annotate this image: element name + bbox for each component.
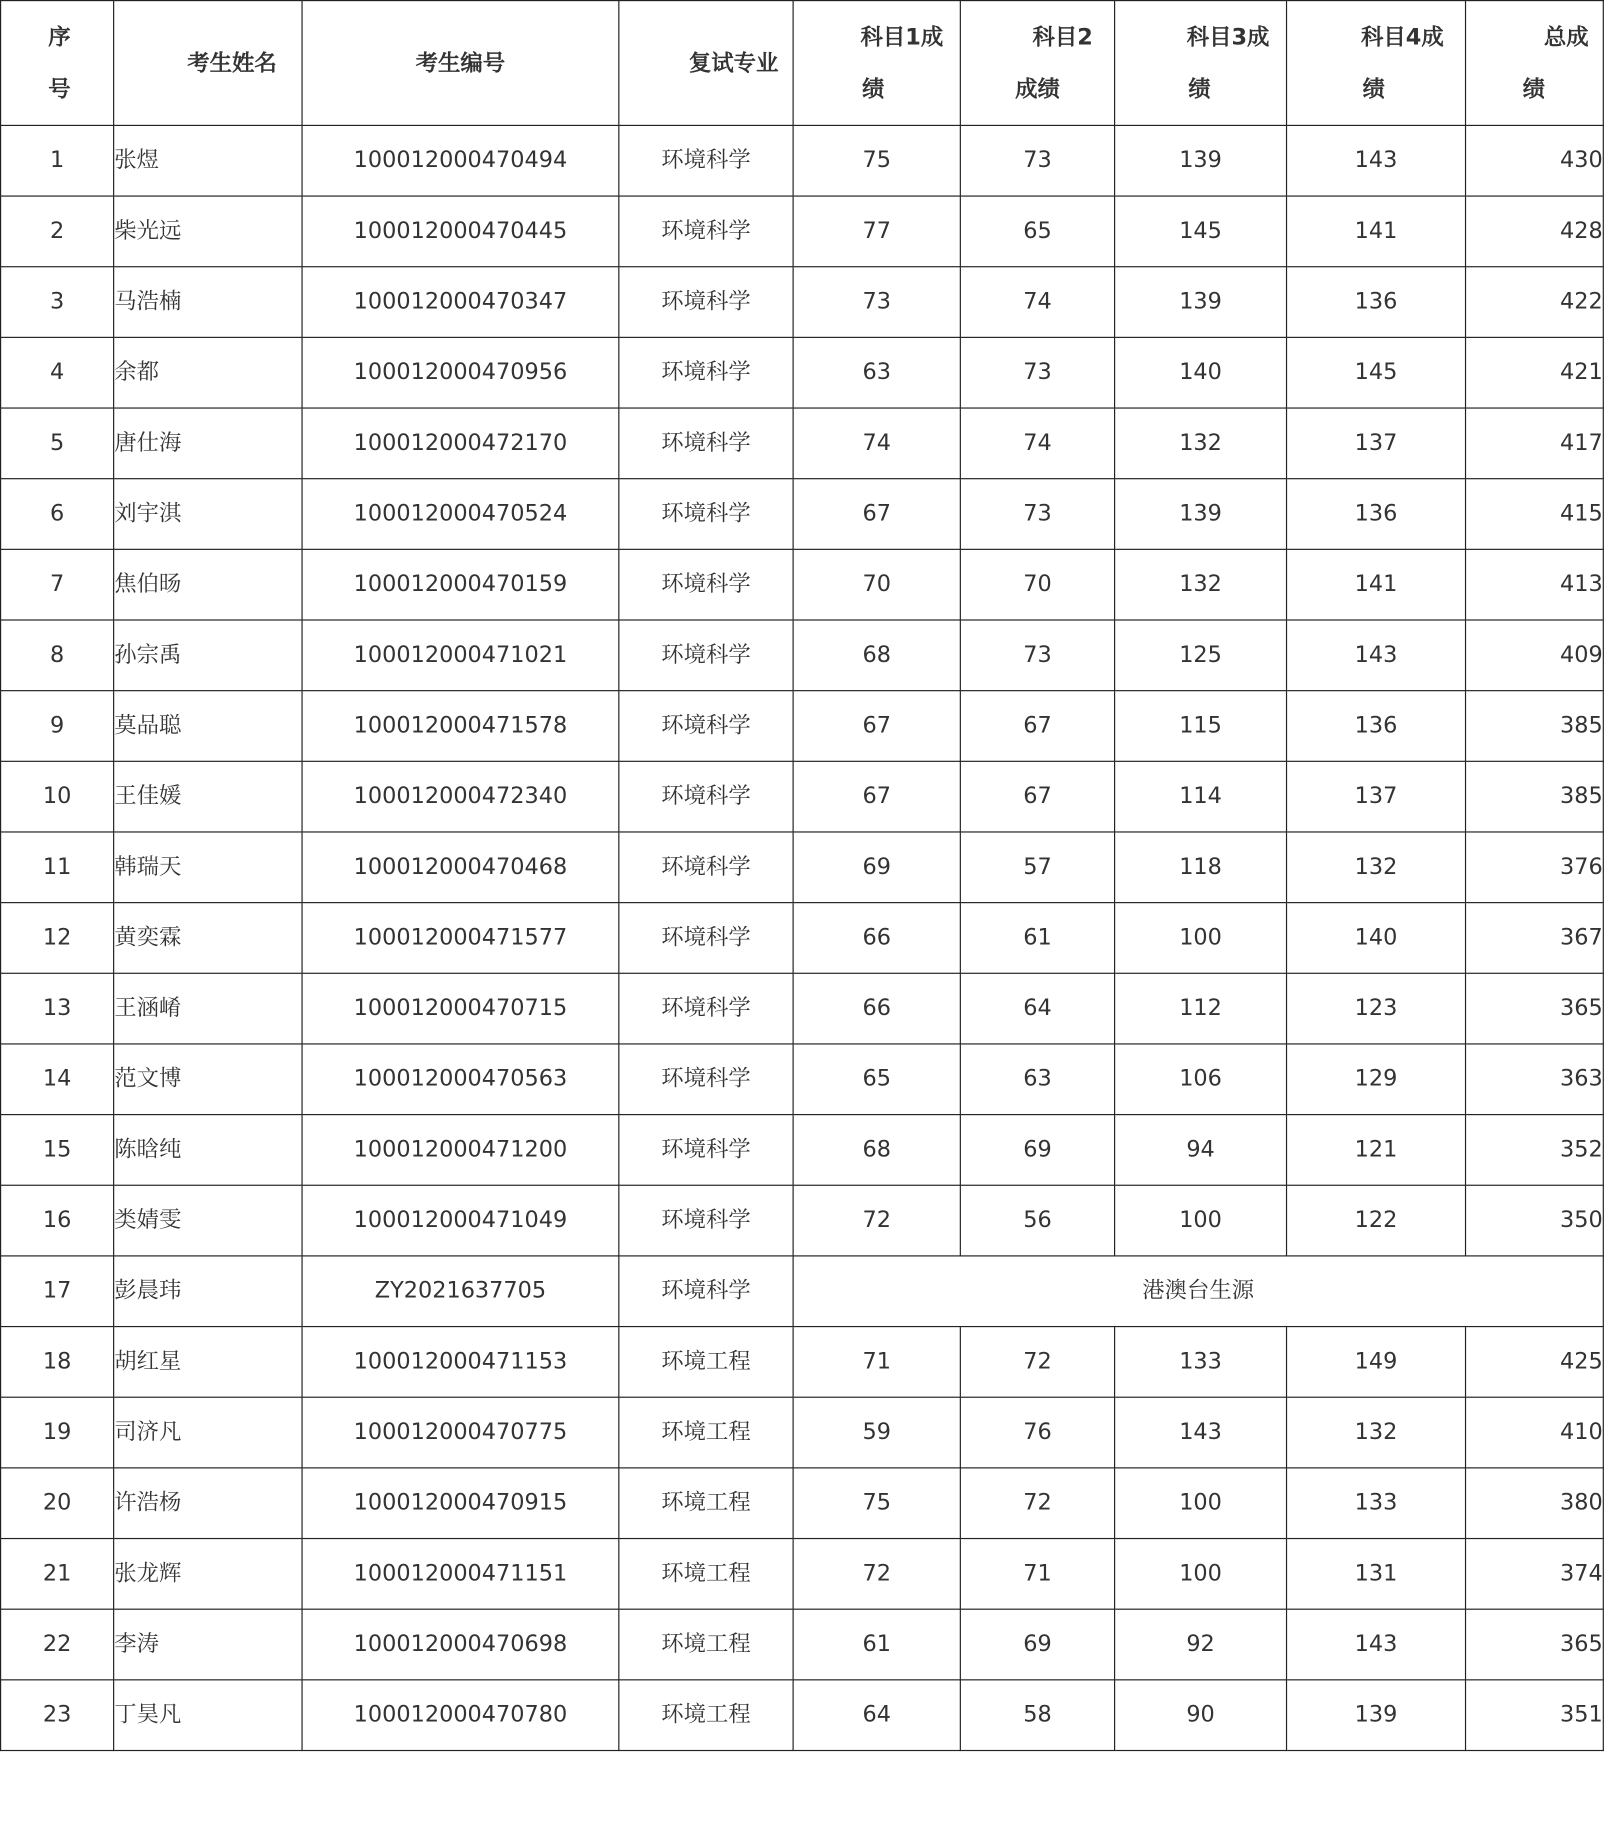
cell-major: 环境工程 — [619, 1539, 793, 1610]
table-row — [1, 691, 1604, 762]
cell-subject4: 132 — [1287, 832, 1466, 903]
cell-total: 350 — [1466, 1185, 1604, 1256]
cell-index: 19 — [1, 1397, 114, 1468]
cell-exam-id: 100012000470698 — [302, 1609, 619, 1680]
cell-subject4: 121 — [1287, 1115, 1466, 1186]
cell-total: 422 — [1466, 267, 1604, 338]
cell-total: 417 — [1466, 408, 1604, 479]
cell-total: 352 — [1466, 1115, 1604, 1186]
header-major: 复试专业 — [619, 1, 793, 126]
cell-subject2: 72 — [960, 1327, 1114, 1398]
table-row — [1, 1185, 1604, 1256]
cell-subject3: 132 — [1115, 408, 1287, 479]
cell-total: 415 — [1466, 479, 1604, 550]
header-subject3-line2: 绩 — [1188, 75, 1211, 102]
cell-name: 余都 — [114, 337, 302, 408]
cell-subject4: 136 — [1287, 479, 1466, 550]
cell-subject3: 94 — [1115, 1115, 1287, 1186]
cell-subject3: 114 — [1115, 761, 1287, 832]
cell-subject4: 137 — [1287, 408, 1466, 479]
cell-major: 环境科学 — [619, 1256, 793, 1327]
cell-total: 365 — [1466, 973, 1604, 1044]
cell-subject1: 67 — [793, 479, 960, 550]
table-row — [1, 1397, 1604, 1468]
cell-subject3: 100 — [1115, 1185, 1287, 1256]
header-subject1 — [793, 1, 960, 126]
cell-subject2: 73 — [960, 479, 1114, 550]
cell-name: 王涵崤 — [114, 973, 302, 1044]
cell-name: 彭晨玮 — [114, 1256, 302, 1327]
cell-index: 12 — [1, 903, 114, 974]
cell-subject4: 145 — [1287, 337, 1466, 408]
cell-exam-id: 100012000471049 — [302, 1185, 619, 1256]
cell-exam-id: 100012000471021 — [302, 620, 619, 691]
cell-index: 20 — [1, 1468, 114, 1539]
cell-subject3: 139 — [1115, 125, 1287, 196]
header-subject2 — [960, 1, 1114, 126]
cell-subject1: 67 — [793, 691, 960, 762]
cell-name: 柴光远 — [114, 196, 302, 267]
cell-name: 莫品聪 — [114, 691, 302, 762]
cell-subject3: 143 — [1115, 1397, 1287, 1468]
cell-subject1: 72 — [793, 1539, 960, 1610]
cell-major: 环境科学 — [619, 903, 793, 974]
header-name: 考生姓名 — [114, 1, 302, 126]
header-index — [1, 1, 114, 126]
cell-name: 焦伯旸 — [114, 549, 302, 620]
cell-name: 范文博 — [114, 1044, 302, 1115]
cell-exam-id: 100012000470347 — [302, 267, 619, 338]
cell-exam-id: 100012000470715 — [302, 973, 619, 1044]
cell-index: 3 — [1, 267, 114, 338]
cell-major: 环境科学 — [619, 337, 793, 408]
header-total-line1: 总成 — [1543, 24, 1589, 51]
table-row — [1, 408, 1604, 479]
cell-subject4: 122 — [1287, 1185, 1466, 1256]
cell-name: 李涛 — [114, 1609, 302, 1680]
cell-exam-id: 100012000470468 — [302, 832, 619, 903]
header-subject3-line1: 科目3成 — [1186, 24, 1270, 51]
cell-subject4: 123 — [1287, 973, 1466, 1044]
cell-major: 环境科学 — [619, 196, 793, 267]
header-subject2-line1: 科目2 — [1032, 24, 1093, 51]
cell-index: 6 — [1, 479, 114, 550]
cell-subject4: 143 — [1287, 1609, 1466, 1680]
cell-subject3: 118 — [1115, 832, 1287, 903]
cell-subject3: 140 — [1115, 337, 1287, 408]
cell-major: 环境科学 — [619, 1115, 793, 1186]
cell-total: 385 — [1466, 691, 1604, 762]
cell-index: 21 — [1, 1539, 114, 1610]
cell-subject4: 149 — [1287, 1327, 1466, 1398]
cell-subject4: 129 — [1287, 1044, 1466, 1115]
cell-exam-id: 100012000472340 — [302, 761, 619, 832]
cell-total: 374 — [1466, 1539, 1604, 1610]
cell-total: 410 — [1466, 1397, 1604, 1468]
cell-subject1: 68 — [793, 620, 960, 691]
cell-subject2: 72 — [960, 1468, 1114, 1539]
header-subject4-line1: 科目4成 — [1361, 24, 1444, 51]
cell-major: 环境科学 — [619, 125, 793, 196]
cell-name: 类婧雯 — [114, 1185, 302, 1256]
cell-subject3: 145 — [1115, 196, 1287, 267]
cell-index: 4 — [1, 337, 114, 408]
cell-subject3: 139 — [1115, 479, 1287, 550]
table-row — [1, 1044, 1604, 1115]
cell-total: 385 — [1466, 761, 1604, 832]
header-subject1-line1: 科目1成 — [860, 24, 944, 51]
cell-subject3: 106 — [1115, 1044, 1287, 1115]
cell-exam-id: 100012000470915 — [302, 1468, 619, 1539]
cell-subject4: 136 — [1287, 691, 1466, 762]
cell-subject2: 58 — [960, 1680, 1114, 1751]
cell-exam-id: ZY2021637705 — [302, 1256, 619, 1327]
header-row — [1, 1, 1604, 126]
cell-subject1: 70 — [793, 549, 960, 620]
header-subject4 — [1287, 1, 1466, 126]
cell-exam-id: 100012000471577 — [302, 903, 619, 974]
cell-major: 环境科学 — [619, 620, 793, 691]
cell-index: 17 — [1, 1256, 114, 1327]
cell-subject1: 65 — [793, 1044, 960, 1115]
cell-exam-id: 100012000472170 — [302, 408, 619, 479]
cell-subject3: 90 — [1115, 1680, 1287, 1751]
cell-major: 环境科学 — [619, 973, 793, 1044]
table-row — [1, 620, 1604, 691]
cell-subject2: 74 — [960, 267, 1114, 338]
table-row — [1, 1680, 1604, 1751]
cell-total: 409 — [1466, 620, 1604, 691]
cell-subject1: 72 — [793, 1185, 960, 1256]
cell-subject2: 73 — [960, 337, 1114, 408]
cell-total: 365 — [1466, 1609, 1604, 1680]
cell-index: 7 — [1, 549, 114, 620]
table-row — [1, 479, 1604, 550]
cell-index: 23 — [1, 1680, 114, 1751]
cell-subject3: 100 — [1115, 1468, 1287, 1539]
cell-subject4: 140 — [1287, 903, 1466, 974]
table-row — [1, 1115, 1604, 1186]
header-subject3 — [1115, 1, 1287, 126]
cell-major: 环境工程 — [619, 1397, 793, 1468]
cell-subject2: 57 — [960, 832, 1114, 903]
cell-subject3: 92 — [1115, 1609, 1287, 1680]
cell-subject2: 56 — [960, 1185, 1114, 1256]
cell-subject3: 133 — [1115, 1327, 1287, 1398]
cell-major: 环境科学 — [619, 832, 793, 903]
cell-major: 环境科学 — [619, 267, 793, 338]
cell-major: 环境科学 — [619, 479, 793, 550]
cell-exam-id: 100012000471578 — [302, 691, 619, 762]
cell-index: 1 — [1, 125, 114, 196]
cell-total: 363 — [1466, 1044, 1604, 1115]
cell-major: 环境科学 — [619, 1185, 793, 1256]
cell-subject4: 143 — [1287, 620, 1466, 691]
cell-subject4: 141 — [1287, 196, 1466, 267]
cell-major: 环境工程 — [619, 1468, 793, 1539]
cell-subject2: 71 — [960, 1539, 1114, 1610]
cell-subject2: 70 — [960, 549, 1114, 620]
cell-subject4: 137 — [1287, 761, 1466, 832]
cell-total: 428 — [1466, 196, 1604, 267]
cell-total: 421 — [1466, 337, 1604, 408]
cell-subject2: 64 — [960, 973, 1114, 1044]
cell-subject1: 68 — [793, 1115, 960, 1186]
table-row — [1, 903, 1604, 974]
cell-exam-id: 100012000470775 — [302, 1397, 619, 1468]
cell-subject1: 75 — [793, 125, 960, 196]
cell-subject3: 125 — [1115, 620, 1287, 691]
cell-subject2: 76 — [960, 1397, 1114, 1468]
cell-exam-id: 100012000470956 — [302, 337, 619, 408]
cell-index: 11 — [1, 832, 114, 903]
cell-major: 环境工程 — [619, 1327, 793, 1398]
cell-index: 5 — [1, 408, 114, 479]
table-row — [1, 337, 1604, 408]
cell-name: 张煜 — [114, 125, 302, 196]
cell-subject4: 131 — [1287, 1539, 1466, 1610]
cell-subject3: 139 — [1115, 267, 1287, 338]
cell-major: 环境工程 — [619, 1680, 793, 1751]
cell-subject4: 143 — [1287, 125, 1466, 196]
cell-subject1: 75 — [793, 1468, 960, 1539]
cell-exam-id: 100012000470524 — [302, 479, 619, 550]
cell-subject2: 65 — [960, 196, 1114, 267]
cell-subject1: 71 — [793, 1327, 960, 1398]
table-row — [1, 1256, 1604, 1327]
cell-subject2: 69 — [960, 1609, 1114, 1680]
cell-total: 380 — [1466, 1468, 1604, 1539]
cell-subject4: 139 — [1287, 1680, 1466, 1751]
cell-name: 丁昊凡 — [114, 1680, 302, 1751]
cell-index: 8 — [1, 620, 114, 691]
cell-subject2: 61 — [960, 903, 1114, 974]
cell-major: 环境科学 — [619, 549, 793, 620]
cell-index: 14 — [1, 1044, 114, 1115]
cell-name: 马浩楠 — [114, 267, 302, 338]
cell-subject1: 73 — [793, 267, 960, 338]
cell-subject2: 73 — [960, 125, 1114, 196]
cell-subject3: 132 — [1115, 549, 1287, 620]
cell-exam-id: 100012000471153 — [302, 1327, 619, 1398]
cell-exam-id: 100012000471151 — [302, 1539, 619, 1610]
cell-exam-id: 100012000470494 — [302, 125, 619, 196]
cell-exam-id: 100012000470563 — [302, 1044, 619, 1115]
table-row — [1, 1539, 1604, 1610]
cell-name: 王佳媛 — [114, 761, 302, 832]
cell-subject4: 132 — [1287, 1397, 1466, 1468]
cell-subject2: 73 — [960, 620, 1114, 691]
cell-subject1: 67 — [793, 761, 960, 832]
cell-index: 22 — [1, 1609, 114, 1680]
cell-subject4: 141 — [1287, 549, 1466, 620]
header-index-line2: 号 — [48, 75, 71, 102]
cell-exam-id: 100012000470445 — [302, 196, 619, 267]
cell-index: 18 — [1, 1327, 114, 1398]
cell-name: 许浩杨 — [114, 1468, 302, 1539]
cell-major: 环境科学 — [619, 1044, 793, 1115]
cell-index: 9 — [1, 691, 114, 762]
cell-major: 环境科学 — [619, 691, 793, 762]
cell-subject4: 136 — [1287, 267, 1466, 338]
cell-subject1: 66 — [793, 903, 960, 974]
cell-total: 351 — [1466, 1680, 1604, 1751]
cell-index: 10 — [1, 761, 114, 832]
cell-subject1: 74 — [793, 408, 960, 479]
cell-name: 张龙辉 — [114, 1539, 302, 1610]
cell-total: 367 — [1466, 903, 1604, 974]
table-row — [1, 549, 1604, 620]
cell-subject3: 112 — [1115, 973, 1287, 1044]
cell-exam-id: 100012000470159 — [302, 549, 619, 620]
cell-total: 430 — [1466, 125, 1604, 196]
cell-name: 唐仕海 — [114, 408, 302, 479]
cell-major: 环境科学 — [619, 408, 793, 479]
cell-name: 胡红星 — [114, 1327, 302, 1398]
cell-index: 2 — [1, 196, 114, 267]
cell-subject2: 69 — [960, 1115, 1114, 1186]
cell-subject1: 69 — [793, 832, 960, 903]
table-row — [1, 1609, 1604, 1680]
cell-major: 环境科学 — [619, 761, 793, 832]
cell-total: 376 — [1466, 832, 1604, 903]
table-header — [1, 1, 1604, 126]
cell-subject1: 66 — [793, 973, 960, 1044]
cell-index: 13 — [1, 973, 114, 1044]
cell-subject1: 77 — [793, 196, 960, 267]
cell-exam-id: 100012000471200 — [302, 1115, 619, 1186]
cell-exam-id: 100012000470780 — [302, 1680, 619, 1751]
cell-subject1: 61 — [793, 1609, 960, 1680]
header-total — [1466, 1, 1604, 126]
table-row — [1, 1327, 1604, 1398]
cell-subject2: 63 — [960, 1044, 1114, 1115]
table-body — [1, 125, 1604, 1750]
cell-subject1: 64 — [793, 1680, 960, 1751]
table-row — [1, 1468, 1604, 1539]
table-row — [1, 761, 1604, 832]
cell-major: 环境工程 — [619, 1609, 793, 1680]
table-row — [1, 832, 1604, 903]
table-row — [1, 196, 1604, 267]
cell-subject3: 100 — [1115, 1539, 1287, 1610]
header-subject2-line2: 成绩 — [1015, 75, 1060, 102]
table-row — [1, 125, 1604, 196]
cell-subject1: 63 — [793, 337, 960, 408]
header-exam-id: 考生编号 — [302, 1, 619, 126]
table-row — [1, 973, 1604, 1044]
cell-name: 司济凡 — [114, 1397, 302, 1468]
cell-total: 413 — [1466, 549, 1604, 620]
cell-subject3: 115 — [1115, 691, 1287, 762]
cell-name: 孙宗禹 — [114, 620, 302, 691]
cell-subject2: 67 — [960, 761, 1114, 832]
cell-name: 韩瑞天 — [114, 832, 302, 903]
cell-index: 16 — [1, 1185, 114, 1256]
cell-name: 刘宇淇 — [114, 479, 302, 550]
header-subject4-line2: 绩 — [1362, 75, 1385, 102]
cell-subject4: 133 — [1287, 1468, 1466, 1539]
table-row — [1, 267, 1604, 338]
header-subject1-line2: 绩 — [862, 75, 885, 102]
cell-total: 425 — [1466, 1327, 1604, 1398]
cell-note: 港澳台生源 — [793, 1256, 1603, 1327]
cell-index: 15 — [1, 1115, 114, 1186]
header-index-line1: 序 — [48, 24, 71, 51]
cell-name: 陈晗纯 — [114, 1115, 302, 1186]
cell-subject3: 100 — [1115, 903, 1287, 974]
header-total-line2: 绩 — [1522, 75, 1546, 102]
cell-name: 黄奕霖 — [114, 903, 302, 974]
cell-subject2: 67 — [960, 691, 1114, 762]
cell-subject1: 59 — [793, 1397, 960, 1468]
cell-subject2: 74 — [960, 408, 1114, 479]
